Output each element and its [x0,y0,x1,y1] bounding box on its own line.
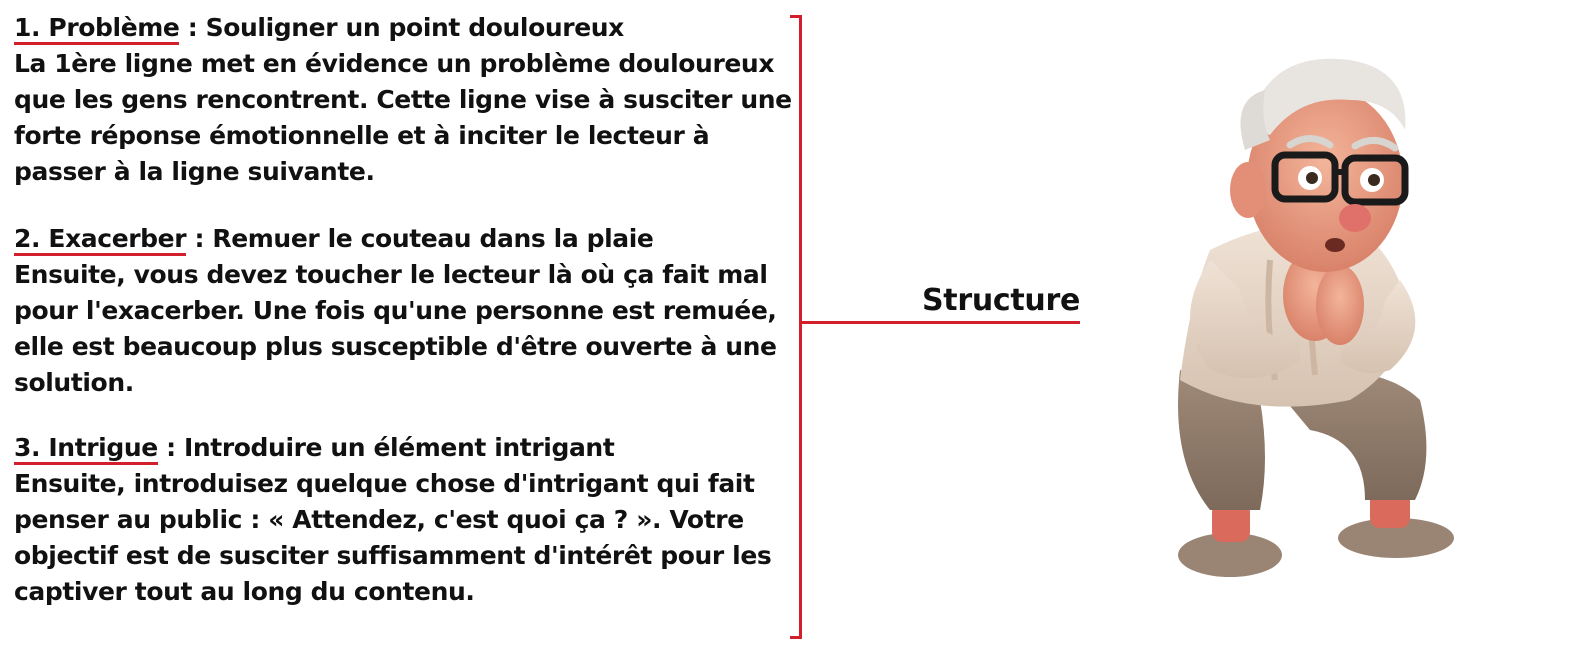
section-body-line: objectif est de susciter suffisamment d'intérêt pour les [14,541,772,570]
section-body-line: solution. [14,368,134,397]
worried-elderly-man-illustration [1150,40,1480,600]
section-heading [14,221,804,257]
section-body-line: pour l'exacerber. Une fois qu'une personne est remuée, [14,296,777,325]
section-heading [14,430,804,466]
section-intrigue [14,430,804,610]
structure-label: Structure [922,283,1081,318]
section-probleme [14,10,804,190]
section-body [14,46,804,190]
section-body [14,466,804,610]
section-heading-rest: : Souligner un point douloureux [179,13,624,42]
section-body-line: elle est beaucoup plus susceptible d'être ouverte à une [14,332,777,361]
connector-line [802,321,1080,324]
section-heading-rest: : Remuer le couteau dans la plaie [186,224,654,253]
section-body-line: forte réponse émotionnelle et à inciter le lecteur à [14,121,710,150]
bracket-line [790,15,802,639]
section-heading [14,10,804,46]
section-body-line: penser au public : « Attendez, c'est quoi ça ? ». Votre [14,505,744,534]
section-body-line: Ensuite, introduisez quelque chose d'intrigant qui fait [14,469,755,498]
section-key: 3. Intrigue [14,434,158,465]
section-body-line: que les gens rencontrent. Cette ligne vise à susciter une [14,85,792,114]
section-body-line: La 1ère ligne met en évidence un problème douloureux [14,49,775,78]
section-body-line: captiver tout au long du contenu. [14,577,475,606]
section-key: 2. Exacerber [14,225,186,256]
section-heading-rest: : Introduire un élément intrigant [157,433,615,462]
section-key: 1. Problème [14,14,179,45]
section-body-line: Ensuite, vous devez toucher le lecteur là où ça fait mal [14,260,768,289]
section-body [14,257,804,401]
section-body-line: passer à la ligne suivante. [14,157,375,186]
section-exacerber [14,221,804,401]
